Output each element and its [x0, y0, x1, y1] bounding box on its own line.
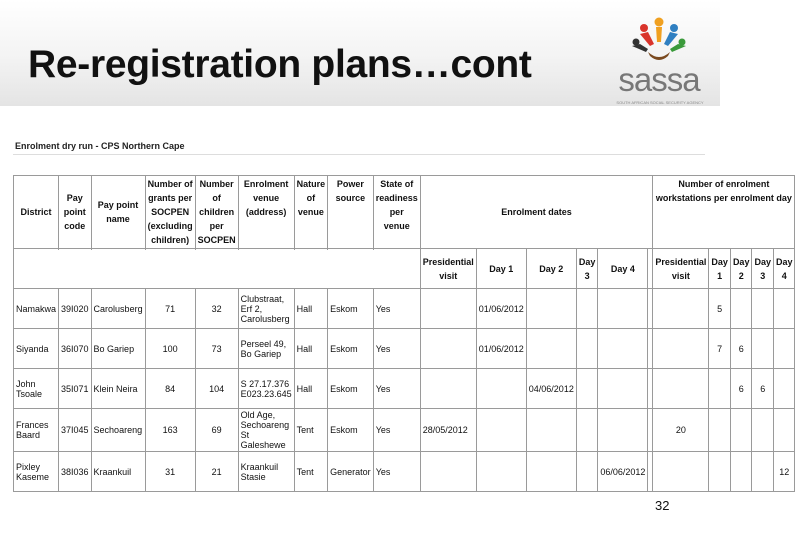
sassa-emblem-icon — [628, 16, 690, 66]
page-number: 32 — [655, 498, 670, 513]
subheader-day4: Day 4 — [598, 249, 648, 289]
cell-ready: Yes — [373, 289, 420, 329]
cell-w4 — [773, 369, 795, 409]
cell-wp — [653, 369, 709, 409]
cell-d3 — [576, 409, 598, 452]
cell-d4 — [598, 289, 648, 329]
cell-nature: Hall — [294, 329, 328, 369]
slide-header — [0, 0, 720, 106]
cell-wp — [653, 329, 709, 369]
cell-d2 — [526, 289, 576, 329]
cell-w3 — [752, 409, 774, 452]
cell-w2 — [730, 289, 752, 329]
subheader-day1: Day 1 — [476, 249, 526, 289]
cell-ready: Yes — [373, 452, 420, 492]
cell-power: Eskom — [328, 289, 374, 329]
cell-d1: 01/06/2012 — [476, 289, 526, 329]
subheader-ws-day4: Day 4 — [773, 249, 795, 289]
cell-venue: Kraankuil Stasie — [238, 452, 294, 492]
subheader-day2: Day 2 — [526, 249, 576, 289]
table-row — [14, 369, 795, 409]
cell-children: 21 — [195, 452, 238, 492]
cell-wp: 20 — [653, 409, 709, 452]
cell-venue: Clubstraat, Erf 2, Carolusberg — [238, 289, 294, 329]
cell-w3 — [752, 452, 774, 492]
header-venue: Enrolment venue (address) — [238, 176, 294, 249]
cell-d3 — [576, 369, 598, 409]
cell-district: Namakwa — [14, 289, 59, 329]
cell-w1 — [709, 369, 731, 409]
cell-d3 — [576, 289, 598, 329]
cell-d2 — [526, 409, 576, 452]
cell-code: 36I070 — [59, 329, 92, 369]
spreadsheet — [13, 137, 793, 490]
cell-ready: Yes — [373, 409, 420, 452]
cell-children: 32 — [195, 289, 238, 329]
header-workstations: Number of enrolment workstations per enrolment day — [653, 176, 795, 249]
cell-w1 — [709, 452, 731, 492]
cell-d2 — [526, 329, 576, 369]
cell-code: 38I036 — [59, 452, 92, 492]
table-row — [14, 289, 795, 329]
cell-venue: Old Age, Sechoareng St Galeshewe — [238, 409, 294, 452]
cell-grants: 71 — [145, 289, 195, 329]
cell-district: Siyanda — [14, 329, 59, 369]
cell-d1 — [476, 369, 526, 409]
header-nature: Nature of venue — [294, 176, 328, 249]
cell-name: Sechoareng — [91, 409, 145, 452]
subheader-ws-day3: Day 3 — [752, 249, 774, 289]
cell-nature: Hall — [294, 289, 328, 329]
cell-d4: 06/06/2012 — [598, 452, 648, 492]
cell-children: 104 — [195, 369, 238, 409]
header-district: District — [14, 176, 59, 249]
cell-pres — [420, 289, 476, 329]
cell-d3 — [576, 329, 598, 369]
enrolment-table — [13, 175, 795, 492]
cell-name: Carolusberg — [91, 289, 145, 329]
cell-w2: 6 — [730, 369, 752, 409]
cell-w4 — [773, 329, 795, 369]
cell-w3 — [752, 329, 774, 369]
cell-ready: Yes — [373, 329, 420, 369]
cell-name: Klein Neira — [91, 369, 145, 409]
table-row — [14, 329, 795, 369]
cell-grants: 100 — [145, 329, 195, 369]
subheader-day3: Day 3 — [576, 249, 598, 289]
table-subheader-row — [14, 249, 795, 289]
cell-power: Generator — [328, 452, 374, 492]
subheader-ws-presidential-visit: Presidential visit — [653, 249, 709, 289]
subheader-ws-day1: Day 1 — [709, 249, 731, 289]
header-grants: Number of grants per SOCPEN (excluding children) — [145, 176, 195, 249]
cell-w4: 12 — [773, 452, 795, 492]
cell-nature: Tent — [294, 409, 328, 452]
cell-d4 — [598, 409, 648, 452]
subheader-ws-day2: Day 2 — [730, 249, 752, 289]
header-pay-point-name: Pay point name — [91, 176, 145, 249]
header-pay-point-code: Pay point code — [59, 176, 92, 249]
cell-code: 39I020 — [59, 289, 92, 329]
cell-children: 69 — [195, 409, 238, 452]
cell-district: Frances Baard — [14, 409, 59, 452]
cell-pres — [420, 369, 476, 409]
cell-d3 — [576, 452, 598, 492]
cell-w4 — [773, 289, 795, 329]
header-readiness: State of readiness per venue — [373, 176, 420, 249]
cell-w2 — [730, 409, 752, 452]
cell-w2: 6 — [730, 329, 752, 369]
cell-name: Bo Gariep — [91, 329, 145, 369]
cell-grants: 31 — [145, 452, 195, 492]
cell-w4 — [773, 409, 795, 452]
cell-children: 73 — [195, 329, 238, 369]
cell-d2: 04/06/2012 — [526, 369, 576, 409]
header-children: Number of children per SOCPEN — [195, 176, 238, 249]
cell-venue: Perseel 49, Bo Gariep — [238, 329, 294, 369]
cell-d4 — [598, 329, 648, 369]
cell-w1: 7 — [709, 329, 731, 369]
table-header-row — [14, 176, 795, 249]
sassa-logo — [606, 16, 712, 104]
cell-pres — [420, 329, 476, 369]
subheader-presidential-visit: Presidential visit — [420, 249, 476, 289]
cell-district: John Tsoale — [14, 369, 59, 409]
header-enrolment-dates: Enrolment dates — [420, 176, 653, 249]
cell-power: Eskom — [328, 329, 374, 369]
cell-w1: 5 — [709, 289, 731, 329]
cell-ready: Yes — [373, 369, 420, 409]
cell-code: 37I045 — [59, 409, 92, 452]
cell-nature: Tent — [294, 452, 328, 492]
cell-w3 — [752, 289, 774, 329]
cell-wp — [653, 289, 709, 329]
cell-wp — [653, 452, 709, 492]
cell-district: Pixley Kaseme — [14, 452, 59, 492]
cell-d1: 01/06/2012 — [476, 329, 526, 369]
cell-d4 — [598, 369, 648, 409]
logo-subtext: SOUTH AFRICAN SOCIAL SECURITY AGENCY — [616, 100, 704, 105]
sheet-blank-row — [13, 155, 705, 176]
cell-d1 — [476, 452, 526, 492]
logo-wordmark: sassa — [618, 61, 700, 98]
cell-nature: Hall — [294, 369, 328, 409]
cell-power: Eskom — [328, 409, 374, 452]
table-row — [14, 452, 795, 492]
cell-w1 — [709, 409, 731, 452]
table-row — [14, 409, 795, 452]
header-power: Power source — [328, 176, 374, 249]
cell-power: Eskom — [328, 369, 374, 409]
cell-pres: 28/05/2012 — [420, 409, 476, 452]
cell-pres — [420, 452, 476, 492]
cell-w3: 6 — [752, 369, 774, 409]
cell-venue: S 27.17.376 E023.23.645 — [238, 369, 294, 409]
slide-title: Re-registration plans…cont — [28, 43, 532, 86]
cell-name: Kraankuil — [91, 452, 145, 492]
cell-w2 — [730, 452, 752, 492]
sheet-title: Enrolment dry run - CPS Northern Cape — [13, 137, 705, 155]
cell-code: 35I071 — [59, 369, 92, 409]
cell-d2 — [526, 452, 576, 492]
cell-d1 — [476, 409, 526, 452]
cell-grants: 163 — [145, 409, 195, 452]
cell-grants: 84 — [145, 369, 195, 409]
